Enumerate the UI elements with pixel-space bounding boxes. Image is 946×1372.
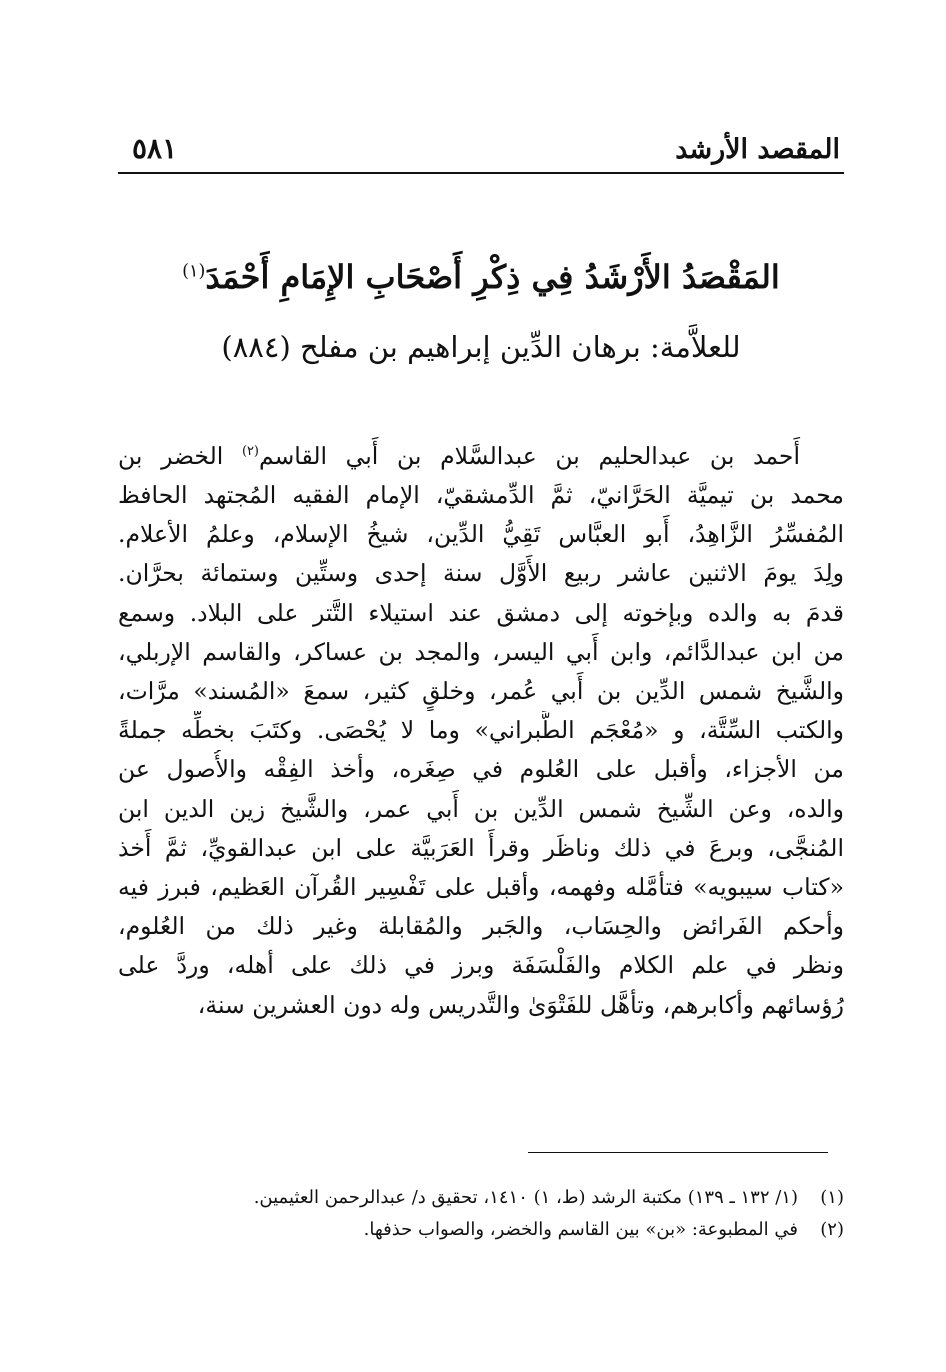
chapter-title-note-marker: (١)	[182, 261, 206, 282]
body-line: ولِدَ يومَ الاثنين عاشر ربيع الأَوَّل سنة إحدى وستِّين وستمائة بحرَّان.	[118, 559, 844, 588]
body-line: من الأجزاء، وأقبل على العُلوم في صِغَره، وأخذ الفِقْه والأُصول عن	[118, 755, 844, 784]
footnote-text: في المطبوعة: «بن» بين القاسم والخضر، والصواب حذفها.	[363, 1219, 798, 1240]
footnote	[118, 1182, 844, 1214]
running-title: المقصد الأرشد	[675, 134, 840, 165]
body-note-marker: (٢)	[241, 444, 259, 459]
body-line: ونظر في علم الكلام والفَلْسَفَة وبرز في ذلك على أهله، وردَّ على	[118, 951, 844, 980]
body-line-text: أَحمد بن عبدالحليم بن عبدالسَّلام بن أَبي القاسم	[258, 441, 800, 470]
body-line: المُنجَّى، وبرعَ في ذلك وناظَر وقرأَ العَرَبيَّة على ابن عبدالقويِّ، ثمَّ أَخذ	[118, 833, 844, 862]
running-header	[118, 128, 844, 174]
footnote	[118, 1214, 844, 1246]
footnotes	[118, 1182, 844, 1246]
footnote-marker: (٢)	[820, 1219, 844, 1240]
footnote-text: (١/ ١٣٢ ـ ١٣٩) مكتبة الرشد (ط، ١) ١٤١٠، تحقيق د/ عبدالرحمن العثيمين.	[253, 1187, 798, 1208]
chapter-author: للعلاَّمة: برهان الدِّين إبراهيم بن مفلح (٨٨٤)	[221, 330, 741, 364]
chapter-title-text: المَقْصَدُ الأَرْشَدُ فِي ذِكْرِ أَصْحَابِ الإِمَامِ أَحْمَدَ	[205, 258, 780, 296]
body-line: والكتب السِّتَّة، و «مُعْجَم الطَّبراني» وما لا يُحْصَى. وكتَبَ بخطِّه جملةً	[118, 716, 844, 745]
body-line: والشَّيخ شمس الدِّين بن أَبي عُمر، وخلقٍ كثير، سمعَ «المُسند» مرَّات،	[118, 677, 844, 706]
body-line: من ابن عبدالدَّائم، وابن أَبي اليسر، والمجد بن عساكر، والقاسم الإربلي،	[118, 637, 844, 666]
footnote-separator	[528, 1152, 828, 1153]
chapter-title	[118, 258, 844, 296]
body-line: «كتاب سيبويه» فتأمَّله وفهمه، وأقبل على تَفْسِير القُرآن العَظيم، فبرز فيه	[118, 873, 844, 902]
page-number: ٥٨١	[132, 132, 178, 165]
body-line: والده، وعن الشِّيخ شمس الدِّين بن أَبي عمر، والشَّيخ زين الدين ابن	[118, 794, 844, 823]
body-line: رُؤسائهم وأكابرهم، وتأهَّل للفَتْوَىٰ والتَّدريس وله دون العشرين سنة،	[197, 990, 844, 1019]
body-line: المُفسِّرُ الزَّاهِدُ، أَبو العبَّاس تَقِيُّ الدِّين، شيخُ الإسلام، وعلمُ الأعلام.	[118, 520, 844, 549]
body-line	[118, 432, 844, 476]
footnote-marker: (١)	[820, 1187, 844, 1208]
body-line-end: الخضر بن	[118, 441, 224, 470]
body-text	[118, 432, 844, 1025]
body-line: وأحكم الفَرائض والحِسَاب، والجَبر والمُقابلة وغير ذلك من العُلوم،	[118, 912, 844, 941]
body-line: محمد بن تيميَّة الحَرَّانيّ، ثمَّ الدِّمشقيّ، الإمام الفقيه المُجتهد الحافظ	[118, 481, 844, 510]
body-line: قدمَ به والده وبإخوته إلى دمشق عند استيلاء التَّتر على البلاد. وسمع	[118, 598, 844, 627]
